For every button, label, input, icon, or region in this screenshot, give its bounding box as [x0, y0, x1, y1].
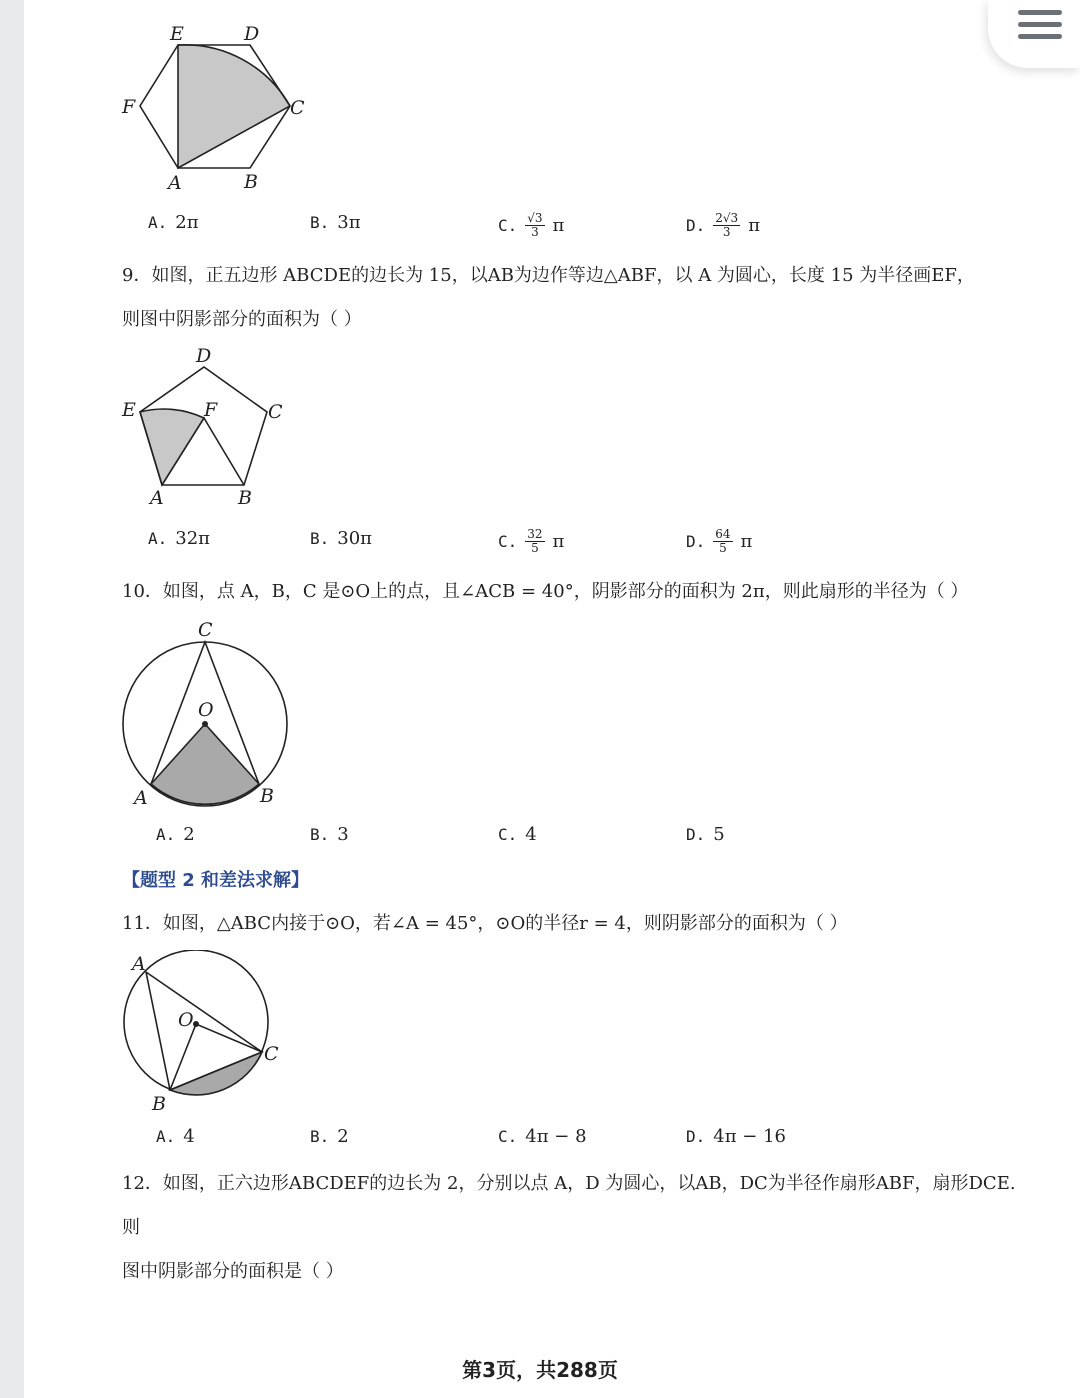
q12-line2: 图中阴影部分的面积是（ ）: [122, 1261, 344, 1282]
q12-text: [122, 1162, 1022, 1294]
q8-label-d: D: [244, 23, 260, 45]
q8-label-f: F: [122, 96, 136, 118]
q10-options: [0, 824, 1080, 854]
q9-option-c[interactable]: C. $\frac{32}{5}$ π: [498, 527, 565, 555]
menu-button[interactable]: [988, 0, 1080, 68]
q10-label-o: O: [198, 699, 214, 721]
q8-label-a: A: [168, 172, 182, 194]
q9-label-f: F: [204, 399, 218, 421]
q10-label-a: A: [134, 787, 148, 809]
q11-circle-figure: [112, 950, 292, 1120]
q8-option-d[interactable]: D. $\frac{2√3}{3}$ π: [686, 211, 761, 239]
q9-line1: 9．如图，正五边形 ABCDE的边长为 15，以AB为边作等边△ABF，以 A 为圆心，长度 15 为半径画EF，: [122, 265, 975, 286]
section-heading: 【题型 2 和差法求解】: [122, 870, 310, 891]
q9-label-a: A: [150, 487, 164, 509]
q11-option-a[interactable]: A. 4: [156, 1126, 195, 1147]
q9-label-b: B: [238, 487, 252, 509]
q11-option-c[interactable]: C. 4π − 8: [498, 1126, 587, 1147]
q9-line2: 则图中阴影部分的面积为（ ）: [122, 309, 362, 330]
q10-line1: 10．如图，点 A，B，C 是⊙O上的点，且∠ACB = 40°，阴影部分的面积为 2π，则此扇形的半径为（ ）: [122, 581, 969, 602]
q11-label-c: C: [264, 1043, 279, 1065]
q10-label-c: C: [198, 619, 213, 641]
q11-label-o: O: [178, 1009, 194, 1031]
q10-text: [122, 570, 1022, 614]
q8-options: [0, 212, 1080, 242]
q10-circle-figure: [112, 612, 302, 812]
q11-text: [122, 902, 1022, 946]
q8-option-b[interactable]: B. 3π: [310, 212, 361, 233]
q9-option-d[interactable]: D. $\frac{64}{5}$ π: [686, 527, 753, 555]
q11-option-b[interactable]: B. 2: [310, 1126, 349, 1147]
q11-line1: 11．如图，△ABC内接于⊙O，若∠A = 45°，⊙O的半径r = 4，则阴影部分的面积为（ ）: [122, 913, 848, 934]
q9-option-a[interactable]: A. 32π: [148, 528, 210, 549]
q9-option-b[interactable]: B. 30π: [310, 528, 372, 549]
page-footer: 第3页，共288页: [462, 1358, 618, 1382]
q9-pentagon-figure: [112, 340, 302, 510]
q9-label-d: D: [196, 345, 212, 367]
q12-line1: 12．如图，正六边形ABCDEF的边长为 2，分别以点 A，D 为圆心，以AB，DC为半径作扇形ABF，扇形DCE.则: [122, 1173, 1016, 1238]
q9-text: [122, 254, 1022, 342]
q9-label-c: C: [268, 401, 283, 423]
q11-label-a: A: [132, 953, 146, 975]
q8-label-b: B: [244, 171, 258, 193]
q10-option-d[interactable]: D. 5: [686, 824, 725, 845]
q8-option-a[interactable]: A. 2π: [148, 212, 199, 233]
q11-options: [0, 1126, 1080, 1156]
q10-option-a[interactable]: A. 2: [156, 824, 195, 845]
q9-options: [0, 528, 1080, 558]
q8-label-e: E: [170, 23, 184, 45]
q10-option-c[interactable]: C. 4: [498, 824, 537, 845]
q9-label-e: E: [122, 399, 136, 421]
q10-label-b: B: [260, 785, 274, 807]
q8-option-c[interactable]: C. $\frac{√3}{3}$ π: [498, 211, 565, 239]
q11-option-d[interactable]: D. 4π − 16: [686, 1126, 786, 1147]
q11-label-b: B: [152, 1093, 166, 1115]
q8-hexagon-figure: [110, 18, 320, 198]
q10-option-b[interactable]: B. 3: [310, 824, 349, 845]
q8-label-c: C: [290, 97, 305, 119]
